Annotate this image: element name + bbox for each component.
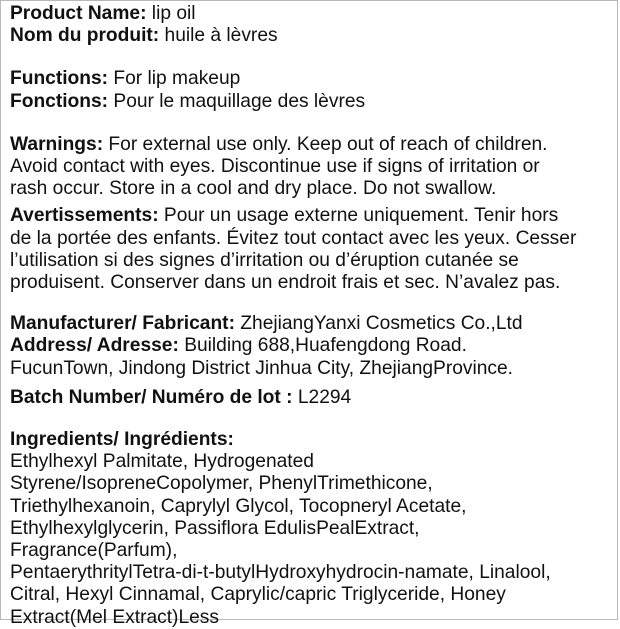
- warnings-fr-line-3: l’utilisation si des signes d’irritation ou d’éruption cutanée se: [10, 249, 519, 271]
- warnings-fr-line-1: [10, 205, 614, 227]
- address-line-2: FucunTown, Jindong District Jinhua City, ZhejiangProvince.: [10, 357, 514, 379]
- product-name-en-value: lip oil: [146, 3, 196, 24]
- warnings-en-line-3: rash occur. Store in a cool and dry place. Do not swallow.: [10, 178, 497, 200]
- ingredients-line-5: Fragrance(Parfum),: [10, 540, 178, 562]
- functions-fr-value: Pour le maquillage des lèvres: [108, 90, 366, 112]
- manufacturer-label: Manufacturer/ Fabricant:: [10, 313, 235, 335]
- ingredients-line-7: Citral, Hexyl Cinnamal, Caprylic/capric Triglyceride, Honey: [10, 584, 506, 606]
- functions-en-value: For lip makeup: [108, 68, 241, 90]
- warnings-en-line-1: [10, 134, 614, 156]
- manufacturer-value: ZhejiangYanxi Cosmetics Co.,Ltd: [234, 313, 523, 335]
- ingredients-line-6: PentaerythritylTetra-di-t-butylHydroxyhydrocin-namate, Linalool,: [10, 562, 551, 584]
- warnings-fr-line-4: produisent. Conserver dans un endroit frais et sec. N’avalez pas.: [10, 272, 561, 294]
- ingredients-line-1: Ethylhexyl Palmitate, Hydrogenated: [10, 451, 314, 473]
- warnings-en-label: Warnings:: [10, 133, 104, 155]
- ingredients-line-4: Ethylhexylglycerin, Passiflora EdulisPealExtract,: [10, 517, 420, 539]
- functions-en-label: Functions:: [10, 68, 109, 90]
- functions-en-line: [10, 68, 614, 90]
- ingredients-line-2: Styrene/IsopreneCopolymer, PhenylTrimethicone,: [10, 473, 433, 495]
- warnings-en-text-1: For external use only. Keep out of reach of children.: [103, 133, 548, 155]
- product-name-fr-label: Nom du produit:: [10, 25, 160, 47]
- batch-number-value: L2294: [292, 386, 352, 408]
- functions-fr-line: [10, 91, 614, 113]
- product-label-document: [10, 3, 614, 629]
- address-label: Address/ Adresse:: [10, 335, 179, 357]
- warnings-fr-line-2: de la portée des enfants. Évitez tout contact avec les yeux. Cesser: [10, 227, 577, 249]
- warnings-fr-text-1: Pour un usage externe uniquement. Tenir hors: [158, 205, 559, 227]
- product-name-en-line: [10, 3, 614, 25]
- product-name-fr-value: huile à lèvres: [159, 25, 278, 47]
- address-text-1: Building 688,Huafengdong Road.: [178, 335, 467, 357]
- ingredients-heading: Ingredients/ Ingrédients:: [10, 429, 234, 451]
- batch-number-label: Batch Number/ Numéro de lot :: [10, 386, 293, 408]
- batch-number-line: [10, 387, 614, 409]
- ingredients-line-8: Extract(Mel Extract)Less: [10, 606, 219, 628]
- ingredients-line-3: Triethylhexanoin, Caprylyl Glycol, Tocopneryl Acetate,: [10, 495, 467, 517]
- warnings-fr-label: Avertissements:: [10, 205, 159, 227]
- product-name-en-label: Product Name:: [10, 3, 147, 24]
- warnings-en-line-2: Avoid contact with eyes. Discontinue use if signs of irritation or: [10, 156, 540, 178]
- product-name-fr-line: [10, 25, 614, 47]
- manufacturer-line: [10, 313, 614, 335]
- address-line-1: [10, 335, 614, 357]
- functions-fr-label: Fonctions:: [10, 90, 109, 112]
